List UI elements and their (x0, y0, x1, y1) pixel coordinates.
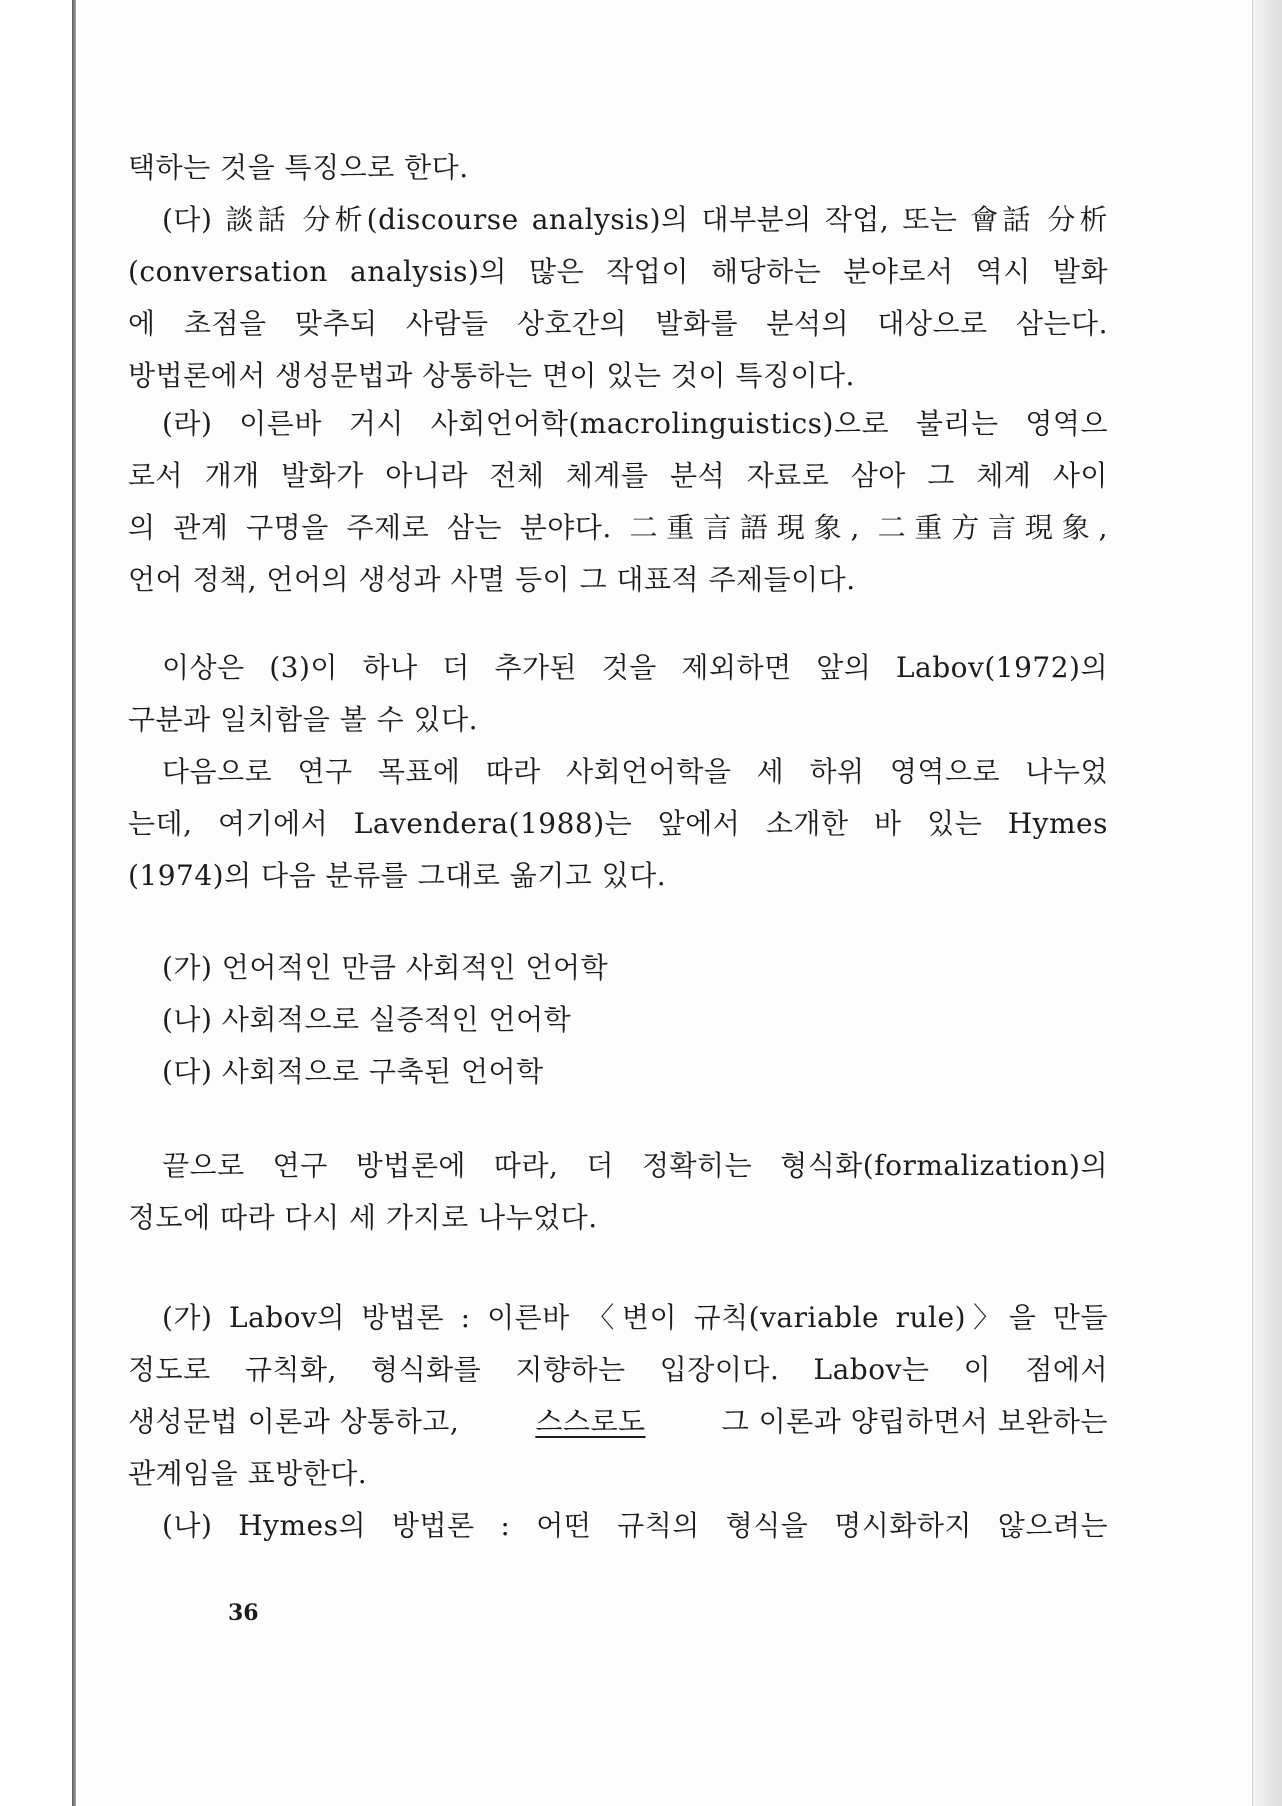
underlined-text: 스스로도 (535, 1405, 646, 1438)
text-line: (라) 이른바 거시 사회언어학(macrolinguistics)으로 불리는 영역으 (162, 407, 1108, 440)
text-line: 끝으로 연구 방법론에 따라, 더 정확히는 형식화(formalization)의 (162, 1149, 1108, 1182)
text-segment: 그 이론과 양립하면서 보완하는 (721, 1405, 1108, 1438)
paragraph-summary (128, 642, 1108, 902)
list-item: (가) 언어적인 만큼 사회적인 언어학 (162, 951, 609, 984)
text-line: (가) Labov의 방법론 : 이른바 〈변이 규칙(variable rule)〉을 만들 (162, 1301, 1108, 1334)
text-line: 택하는 것을 특징으로 한다. (128, 151, 469, 184)
text-line: (나) Hymes의 방법론 : 어떤 규칙의 형식을 명시화하지 않으려는 (162, 1509, 1108, 1542)
page-stack-edge (1252, 0, 1282, 1806)
list-item: (나) 사회적으로 실증적인 언어학 (162, 1003, 572, 1036)
paragraph-item-da (128, 194, 1108, 402)
goal-list (128, 942, 1108, 1098)
text-line: (다) 談話 分析(discourse analysis)의 대부분의 작업, 또는 會話 分析 (162, 203, 1108, 236)
page-number: 36 (228, 1600, 259, 1626)
text-line: 정도로 규칙화, 형식화를 지향하는 입장이다. Labov는 이 점에서 (128, 1353, 1108, 1386)
text-line: 구분과 일치함을 볼 수 있다. (128, 703, 479, 736)
text-line: 방법론에서 생성문법과 상통하는 면이 있는 것이 특징이다. (128, 359, 855, 392)
text-line: 의 관계 구명을 주제로 삼는 분야다. 二重言語現象, 二重方言現象, (128, 511, 1108, 544)
text-line: 다음으로 연구 목표에 따라 사회언어학을 세 하위 영역으로 나누었 (162, 755, 1108, 788)
text-line (128, 1396, 1108, 1448)
text-line: (1974)의 다음 분류를 그대로 옮기고 있다. (128, 859, 667, 892)
paragraph-continuation (128, 142, 1108, 194)
text-line: 는데, 여기에서 Lavendera(1988)는 앞에서 소개한 바 있는 Hymes (128, 807, 1108, 840)
text-line: 정도에 따라 다시 세 가지로 나누었다. (128, 1201, 598, 1234)
text-line: 관계임을 표방한다. (128, 1457, 368, 1490)
list-item: (다) 사회적으로 구축된 언어학 (162, 1055, 544, 1088)
paragraph-method-items (128, 1292, 1108, 1552)
text-segment: 생성문법 이론과 상통하고, (128, 1405, 460, 1438)
text-line: 에 초점을 맞추되 사람들 상호간의 발화를 분석의 대상으로 삼는다. (128, 307, 1108, 340)
text-line: (conversation analysis)의 많은 작업이 해당하는 분야로서 역시 발화 (128, 255, 1108, 288)
text-line: 이상은 (3)이 하나 더 추가된 것을 제외하면 앞의 Labov(1972)의 (162, 651, 1108, 684)
text-line: 언어 정책, 언어의 생성과 사멸 등이 그 대표적 주제들이다. (128, 563, 856, 596)
paragraph-methodology (128, 1140, 1108, 1244)
text-line: 로서 개개 발화가 아니라 전체 체계를 분석 자료로 삼아 그 체계 사이 (128, 459, 1108, 492)
paragraph-item-ra (128, 398, 1108, 606)
